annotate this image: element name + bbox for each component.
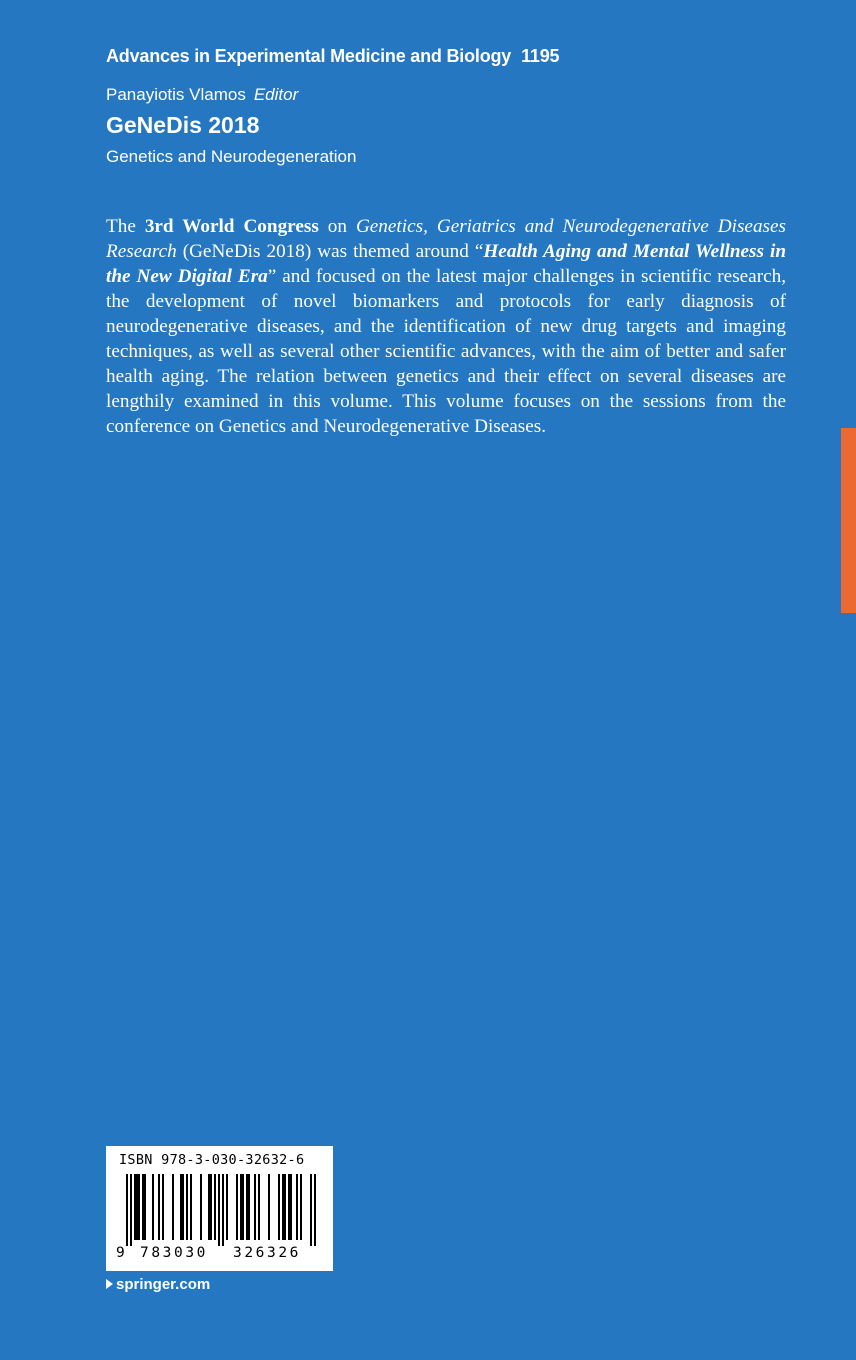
barcode-bar <box>300 1174 302 1240</box>
barcode-bar <box>130 1174 132 1246</box>
barcode-bar <box>200 1174 202 1240</box>
editor-role: Editor <box>253 85 299 104</box>
barcode-bar <box>182 1174 184 1240</box>
barcode-bar <box>136 1174 138 1240</box>
barcode-bar <box>180 1174 182 1240</box>
barcode-bar <box>248 1174 250 1240</box>
barcode-bar <box>284 1174 286 1240</box>
barcode-bars <box>106 1174 333 1246</box>
book-subtitle: Genetics and Neurodegeneration <box>106 147 357 166</box>
series-name: Advances in Experimental Medicine and Biology <box>106 46 512 66</box>
barcode-bar <box>310 1174 312 1246</box>
barcode-bar <box>288 1174 290 1240</box>
barcode-bar <box>186 1174 188 1240</box>
book-title: GeNeDis 2018 <box>106 112 260 138</box>
barcode-bar <box>134 1174 136 1240</box>
barcode-bar <box>210 1174 212 1240</box>
barcode-bar <box>258 1174 260 1240</box>
barcode-bar <box>268 1174 270 1240</box>
barcode-bar <box>190 1174 192 1240</box>
spine-accent-tab <box>841 428 856 613</box>
barcode-bar <box>242 1174 244 1240</box>
barcode-bar <box>314 1174 316 1246</box>
barcode-bar <box>254 1174 256 1240</box>
series-title <box>106 46 559 67</box>
editor-line <box>106 85 298 105</box>
barcode-bar <box>144 1174 146 1240</box>
barcode-bar <box>138 1174 140 1240</box>
barcode-bar <box>226 1174 228 1240</box>
blurb-text: ” and focused on the latest major challenges in scientific research, the development of novel biomarkers and protocols for early diagnosis of neurodegenerative diseases, and the identification of new drug targets and imaging techniques, as well as several other scientific advances, with the aim of better and safer health aging. The relation between genetics and their effect on several diseases are lengthily examined in this volume. This volume focuses on the sessions from the conference on Genetics and Neurodegenerative Diseases. <box>106 266 786 437</box>
barcode-bar <box>236 1174 238 1240</box>
barcode-bar <box>162 1174 164 1240</box>
isbn-barcode <box>106 1146 333 1271</box>
blurb-text: on <box>318 216 356 237</box>
series-volume: 1195 <box>521 46 560 66</box>
barcode-bar <box>290 1174 292 1240</box>
springer-link[interactable] <box>106 1276 210 1293</box>
arrow-right-icon <box>106 1279 113 1289</box>
barcode-bar <box>278 1174 280 1240</box>
barcode-bar <box>246 1174 248 1240</box>
barcode-digits-left: 783030 <box>140 1245 208 1261</box>
editor-name: Panayiotis Vlamos <box>106 85 246 104</box>
barcode-bar <box>296 1174 298 1240</box>
blurb-text: The <box>106 216 145 237</box>
barcode-digits-right: 326326 <box>233 1245 301 1261</box>
congress-theme: Health Aging and Mental Wellness in the New Digital Era <box>106 241 786 287</box>
congress-topic: Genetics, Geriatrics and Neurodegenerative Diseases Research <box>106 216 786 262</box>
congress-name: 3rd World Congress <box>144 216 319 237</box>
barcode-bar <box>218 1174 220 1246</box>
barcode-bar <box>172 1174 174 1240</box>
barcode-bar <box>208 1174 210 1240</box>
barcode-bar <box>240 1174 242 1240</box>
barcode-bar <box>282 1174 284 1240</box>
blurb-text: (GeNeDis 2018) was themed around “ <box>176 241 484 262</box>
barcode-bar <box>158 1174 160 1240</box>
barcode-bar <box>126 1174 128 1246</box>
barcode-bar <box>152 1174 154 1240</box>
barcode-bar <box>142 1174 144 1240</box>
barcode-bar <box>222 1174 224 1246</box>
isbn-label: ISBN 978-3-030-32632-6 <box>119 1152 305 1168</box>
barcode-bar <box>214 1174 216 1240</box>
description-paragraph <box>106 214 786 439</box>
barcode-digit-first: 9 <box>116 1245 125 1261</box>
springer-link-text: springer.com <box>116 1276 211 1293</box>
